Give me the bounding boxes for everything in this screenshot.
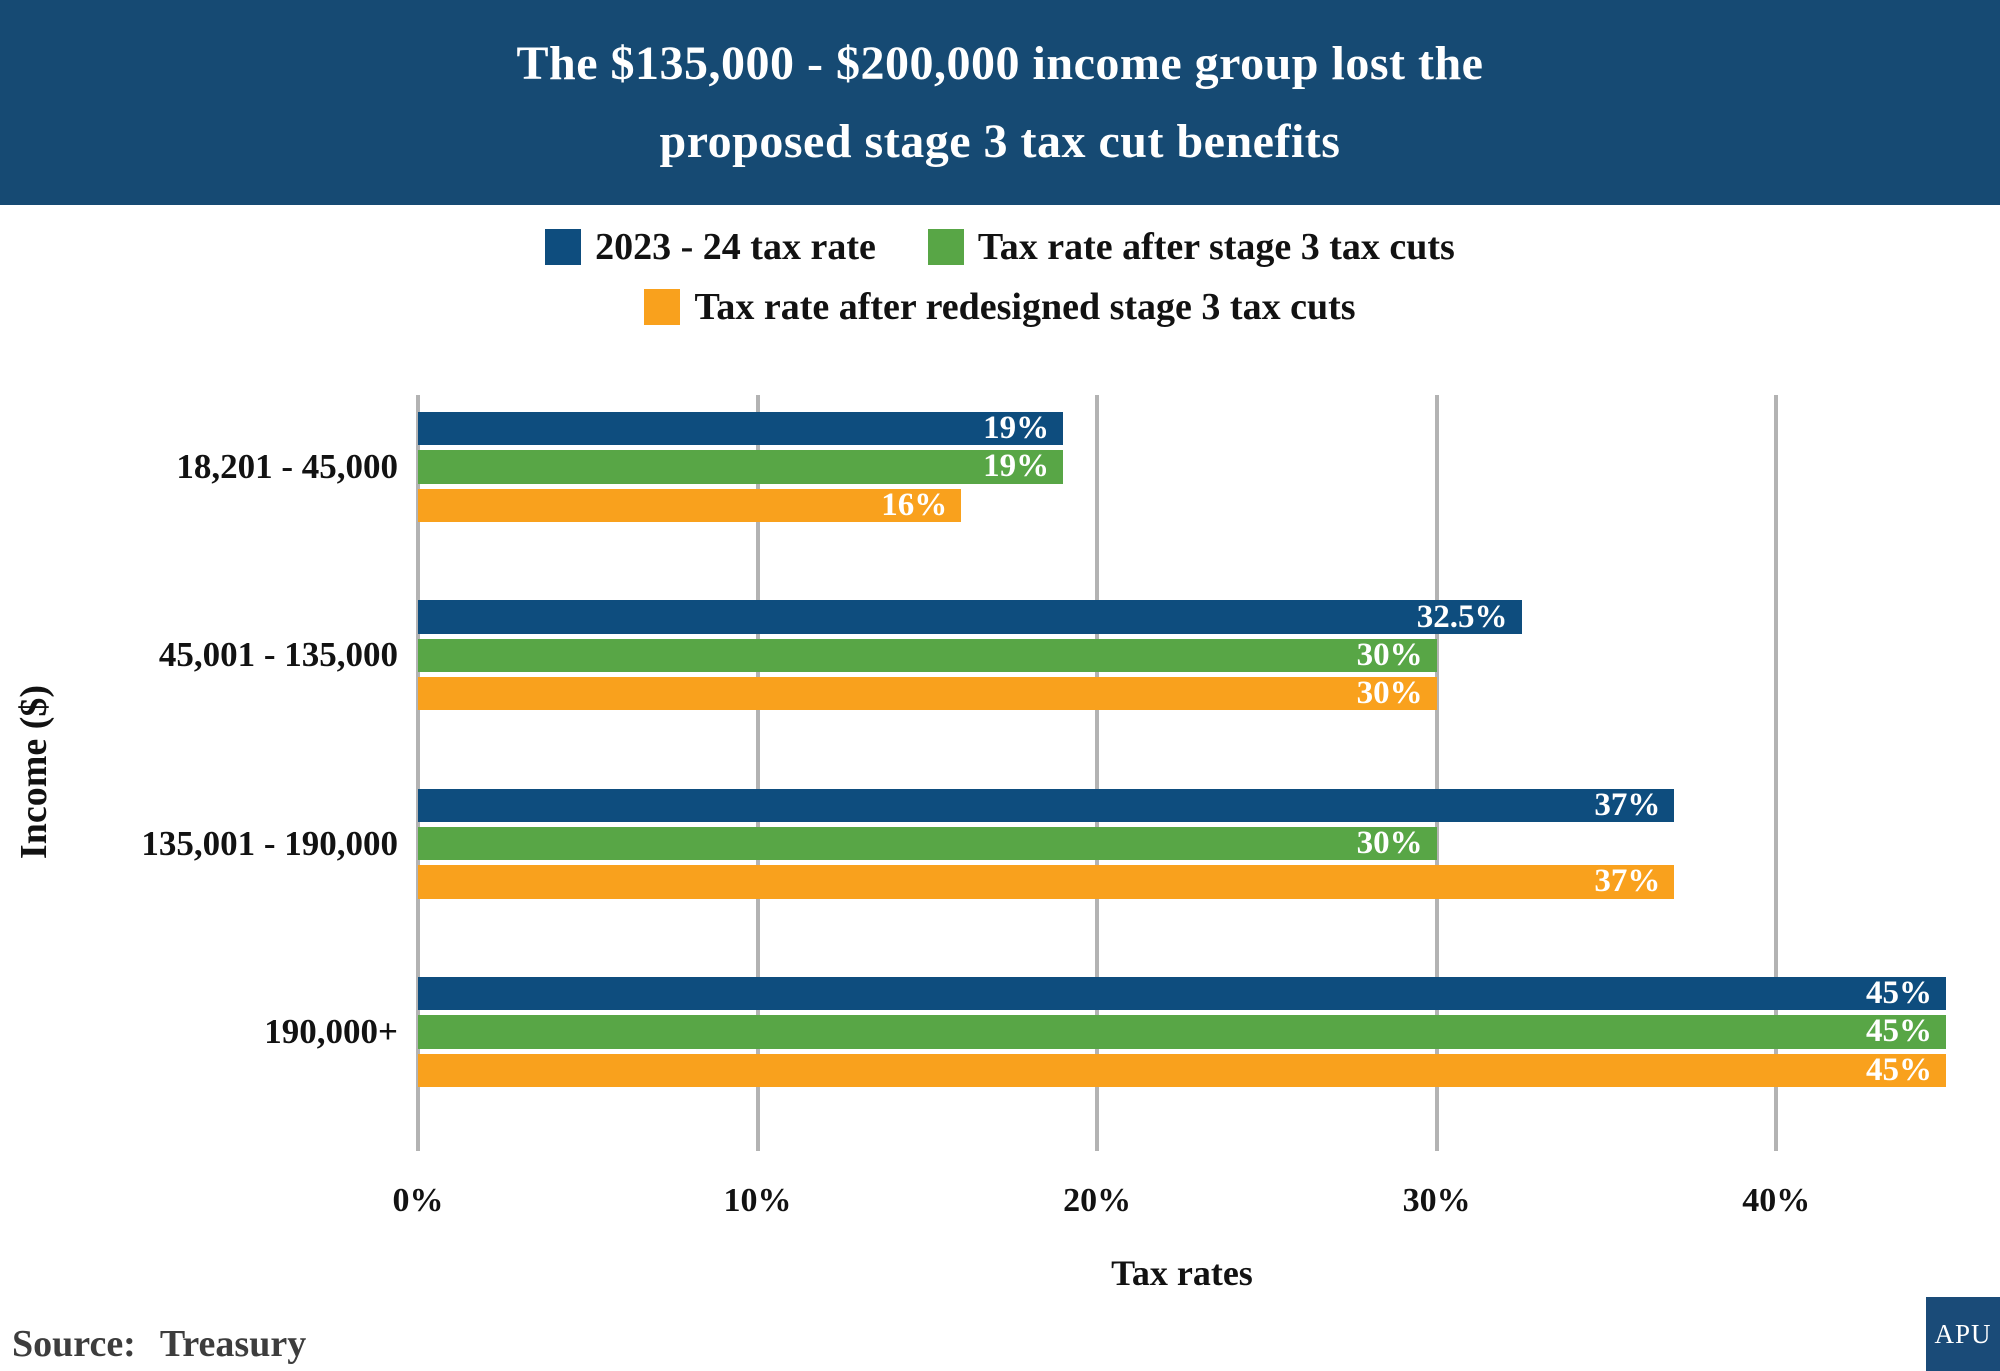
bar-190-000-2023-24-tax-rate bbox=[418, 977, 1946, 1010]
bar-value-label: 37% bbox=[1594, 863, 1661, 900]
chart-header bbox=[0, 0, 2000, 205]
bar-value-label: 45% bbox=[1866, 1013, 1932, 1050]
x-tick-20: 20% bbox=[1063, 1182, 1132, 1219]
bar-135-001-190-000-2023-24-tax-rate bbox=[418, 786, 1674, 823]
legend-label: 2023 - 24 tax rate bbox=[595, 226, 876, 268]
y-axis-title: Income ($) bbox=[13, 684, 55, 860]
apu-logo: APU bbox=[1926, 1297, 2000, 1371]
bar-value-label: 19% bbox=[983, 448, 1050, 485]
bar-18-201-45-000-2023-24-tax-rate bbox=[418, 412, 1063, 445]
bar-45-001-135-000-2023-24-tax-rate bbox=[418, 600, 1522, 633]
legend-label: Tax rate after redesigned stage 3 tax cuts bbox=[694, 286, 1356, 328]
x-tick-40: 40% bbox=[1742, 1182, 1811, 1219]
bar-value-label: 16% bbox=[881, 486, 948, 523]
bar-45-001-135-000-tax-rate-after-stage-3-tax-cuts bbox=[418, 636, 1437, 673]
category-label-18-201-45-000: 18,201 - 45,000 bbox=[176, 447, 398, 486]
source-label: Source: bbox=[12, 1323, 136, 1365]
legend-swatch-icon bbox=[928, 229, 964, 265]
bar-value-label: 45% bbox=[1866, 975, 1932, 1012]
chart-title-line-1: The $135,000 - $200,000 income group lost the bbox=[516, 36, 1484, 90]
bar-value-label: 32.5% bbox=[1416, 598, 1508, 635]
bar-135-001-190-000-tax-rate-after-redesigned-stage-3-tax-cuts bbox=[418, 865, 1674, 898]
bar-190-000-tax-rate-after-stage-3-tax-cuts bbox=[418, 1015, 1946, 1048]
category-label-190-000: 190,000+ bbox=[264, 1011, 398, 1051]
category-label-135-001-190-000: 135,001 - 190,000 bbox=[141, 823, 398, 863]
legend-swatch-icon bbox=[545, 229, 581, 265]
source-note bbox=[12, 1322, 306, 1366]
legend bbox=[0, 205, 2000, 329]
legend-item-tax-rate-after-stage-3-tax-cuts bbox=[928, 225, 1455, 269]
legend-row-2 bbox=[644, 285, 1355, 329]
legend-row-1 bbox=[545, 225, 1455, 269]
legend-label: Tax rate after stage 3 tax cuts bbox=[977, 226, 1455, 268]
bar-value-label: 19% bbox=[983, 410, 1050, 447]
bar-135-001-190-000-tax-rate-after-stage-3-tax-cuts bbox=[418, 827, 1437, 860]
bar-190-000-tax-rate-after-redesigned-stage-3-tax-cuts bbox=[418, 1051, 1946, 1088]
x-tick-10: 10% bbox=[723, 1182, 792, 1219]
y-axis-category-labels bbox=[0, 395, 398, 1151]
x-axis-title: Tax rates bbox=[1111, 1253, 1253, 1293]
x-tick-0: 0% bbox=[392, 1182, 444, 1219]
bar-18-201-45-000-tax-rate-after-redesigned-stage-3-tax-cuts bbox=[418, 486, 961, 523]
x-tick-30: 30% bbox=[1402, 1182, 1471, 1219]
bar-value-label: 45% bbox=[1866, 1051, 1932, 1088]
bar-value-label: 30% bbox=[1356, 636, 1423, 673]
legend-item-2023-24-tax-rate bbox=[545, 225, 876, 269]
legend-item-tax-rate-after-redesigned-stage-3-tax-cuts bbox=[644, 285, 1355, 329]
bar-18-201-45-000-tax-rate-after-stage-3-tax-cuts bbox=[418, 450, 1063, 483]
bar-value-label: 30% bbox=[1356, 675, 1423, 712]
legend-swatch-icon bbox=[644, 289, 680, 325]
source-value: Treasury bbox=[159, 1323, 307, 1365]
chart-title-line-2: proposed stage 3 tax cut benefits bbox=[659, 114, 1341, 168]
bar-45-001-135-000-tax-rate-after-redesigned-stage-3-tax-cuts bbox=[418, 677, 1437, 710]
category-label-45-001-135-000: 45,001 - 135,000 bbox=[158, 635, 398, 675]
bar-value-label: 30% bbox=[1356, 825, 1423, 862]
bar-value-label: 37% bbox=[1594, 786, 1661, 823]
plot-area bbox=[418, 395, 1946, 1151]
